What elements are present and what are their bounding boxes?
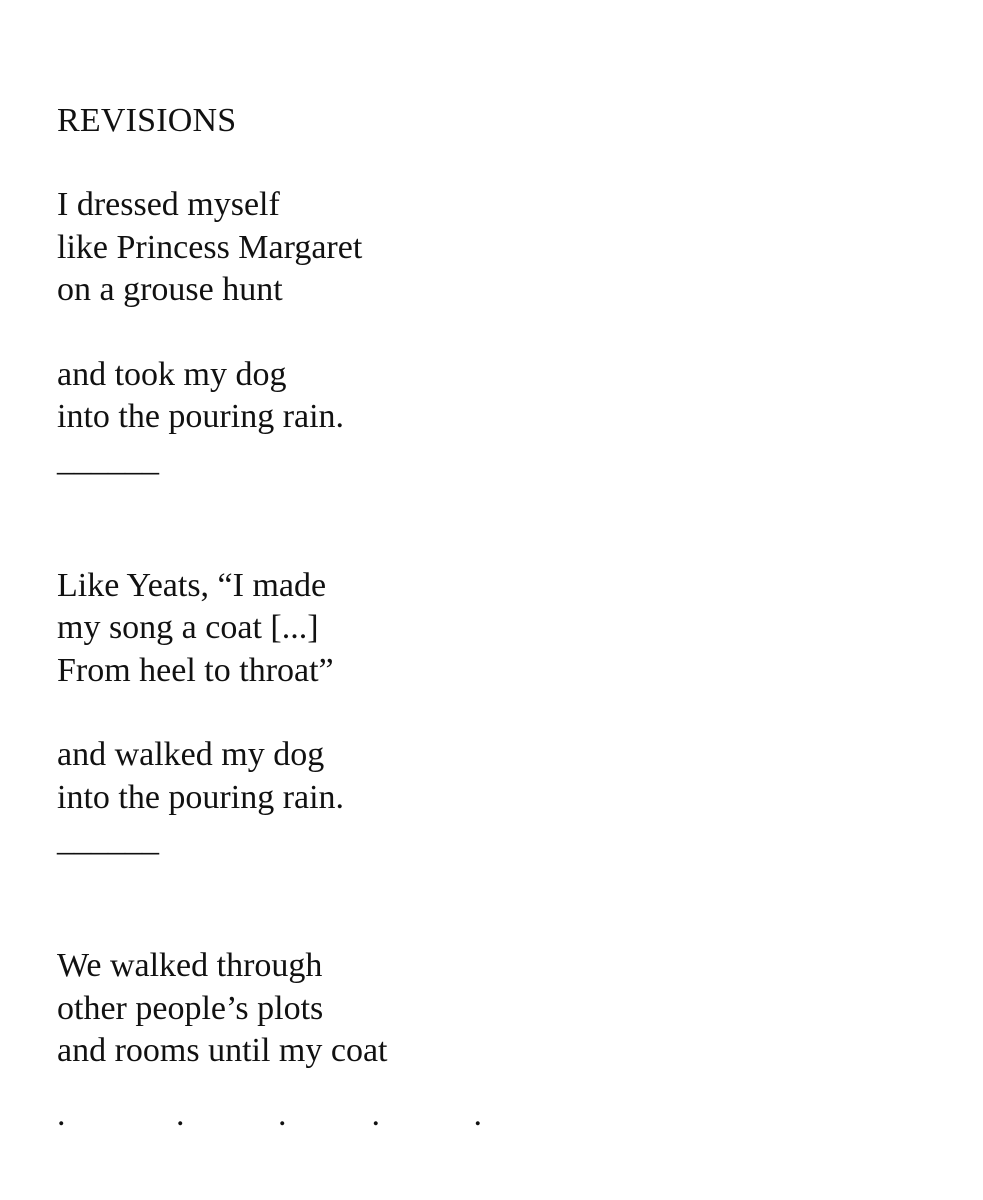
poem-line: I dressed myself <box>57 186 280 223</box>
poem-line: into the pouring rain. <box>57 398 345 435</box>
clipped-line-fragment: . . . . . <box>57 1096 482 1133</box>
poem-line: From heel to throat” <box>57 651 334 689</box>
poem-line: and walked my dog <box>57 736 325 773</box>
poem-line: on a grouse hunt <box>57 271 283 308</box>
poem-line: Like Yeats, “I made <box>57 566 327 604</box>
stanza-3 <box>57 565 937 693</box>
stanza-4 <box>57 734 937 819</box>
poem-line: my song a coat [...] <box>57 609 319 646</box>
stanza-1 <box>57 184 937 312</box>
section-divider: ______ <box>57 821 159 858</box>
poem-line: We walked through <box>57 947 323 984</box>
clipped-next-line <box>57 1096 937 1135</box>
section-divider: ______ <box>57 440 159 478</box>
poem-line: and rooms until my coat <box>57 1032 388 1069</box>
poem-line: and took my dog <box>57 355 287 393</box>
poem-line: like Princess Margaret <box>57 228 363 266</box>
poem-line: into the pouring rain. <box>57 778 345 816</box>
poem-title: REVISIONS <box>57 102 237 139</box>
stanza-5 <box>57 945 937 1073</box>
stanza-2 <box>57 354 937 439</box>
poem-line: other people’s plots <box>57 989 324 1027</box>
poem-body <box>57 100 937 1115</box>
